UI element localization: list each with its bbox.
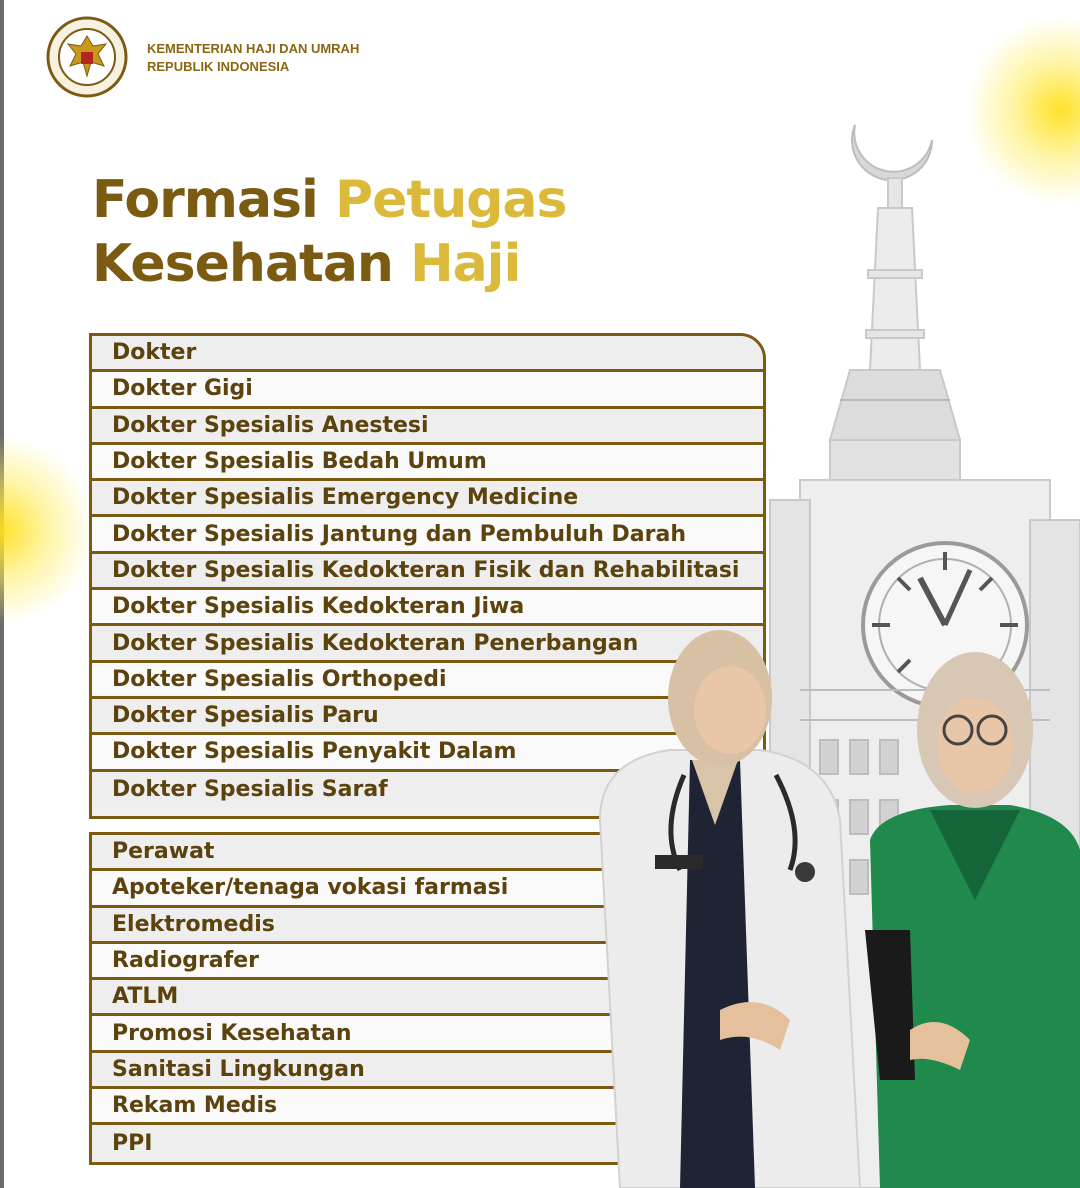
table-row: Radiografer [92,944,763,980]
table-row: Dokter Spesialis Kedokteran Fisik dan Rehabilitasi [92,554,763,590]
table-row: Dokter Spesialis Kedokteran Jiwa [92,590,763,626]
table-row: ATLM [92,980,763,1016]
table-row: Dokter Spesialis Saraf [92,772,763,808]
title-word-formasi: Formasi [92,170,318,230]
table-row: Dokter Spesialis Emergency Medicine [92,481,763,517]
title-word-kesehatan: Kesehatan [92,234,393,294]
garuda-emblem-icon [46,16,128,98]
table-row: Elektromedis [92,908,763,944]
table-row: Dokter Spesialis Jantung dan Pembuluh Darah [92,517,763,553]
table-row: Promosi Kesehatan [92,1016,763,1052]
table-row: Dokter Spesialis Penyakit Dalam [92,735,763,771]
table-row: Rekam Medis [92,1089,763,1125]
table-row: Dokter Spesialis Orthopedi [92,663,763,699]
table-row: Dokter [92,336,763,372]
glow-left [0,430,90,630]
title-word-petugas: Petugas [334,170,567,230]
health-workers-image [580,610,1080,1188]
page-title [92,168,566,296]
organization-name [147,40,359,76]
table-row: Perawat [92,835,763,871]
table-row: Dokter Spesialis Paru [92,699,763,735]
table-row: Dokter Spesialis Kedokteran Penerbangan [92,626,763,662]
table-row: PPI [92,1125,763,1161]
org-line-2: REPUBLIK INDONESIA [147,59,290,74]
nurse-figure [865,652,1080,1188]
doctor-figure [600,630,860,1188]
table-row: Dokter Spesialis Bedah Umum [92,445,763,481]
table-row: Apoteker/tenaga vokasi farmasi [92,871,763,907]
org-line-1: KEMENTERIAN HAJI DAN UMRAH [147,41,360,56]
title-line-2 [92,232,566,296]
table-row: Sanitasi Lingkungan [92,1053,763,1089]
table-row: Dokter Spesialis Anestesi [92,409,763,445]
table-row: Dokter Gigi [92,372,763,408]
title-line-1 [92,168,566,232]
title-word-haji: Haji [410,234,521,294]
